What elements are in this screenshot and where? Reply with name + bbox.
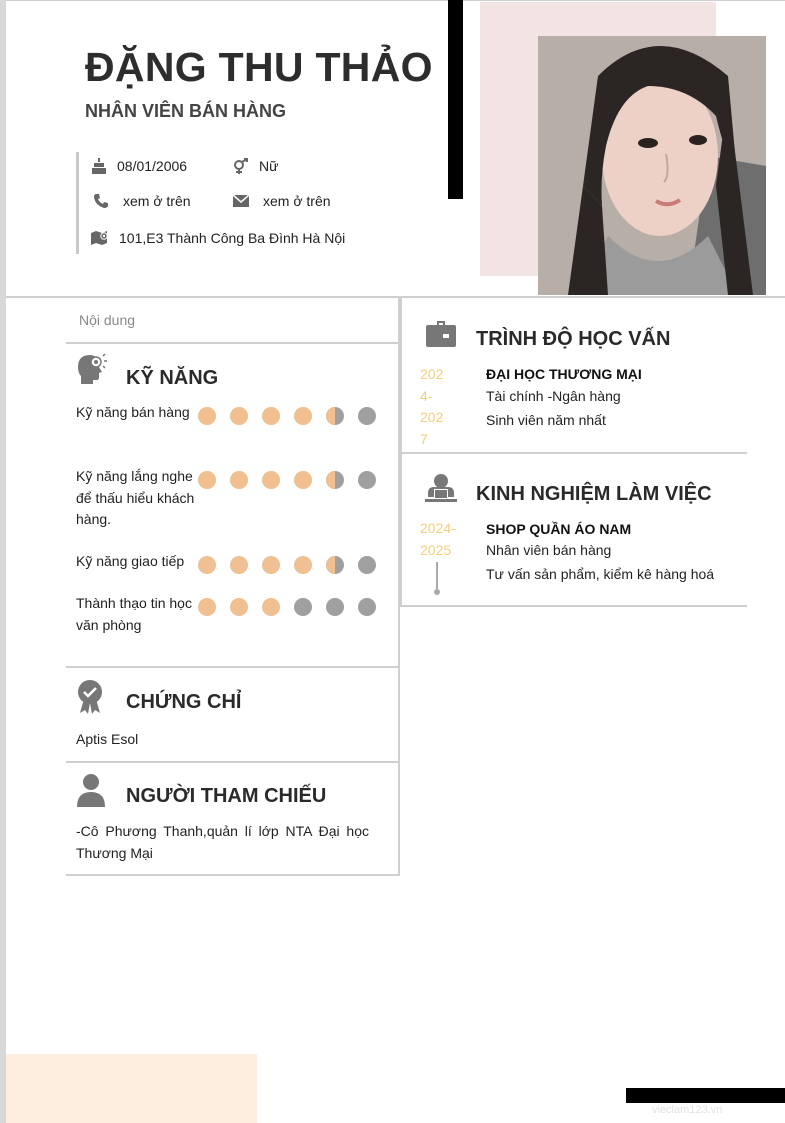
year-line: 2024- xyxy=(420,520,456,536)
education-year xyxy=(420,364,443,450)
skill-dot xyxy=(358,407,376,425)
skills-title: KỸ NĂNG xyxy=(126,367,219,389)
phone-value: xem ở trên xyxy=(123,193,191,209)
skill-rating xyxy=(197,470,377,490)
address-item xyxy=(91,230,345,246)
skill-dot xyxy=(262,556,280,574)
skill-dot xyxy=(198,556,216,574)
skill-dots xyxy=(197,597,377,617)
job-title: NHÂN VIÊN BÁN HÀNG xyxy=(85,101,287,121)
worker-laptop-icon xyxy=(425,473,457,508)
person-icon xyxy=(76,773,106,812)
skill-dot xyxy=(230,471,248,489)
skill-dot xyxy=(198,471,216,489)
birthday-value: 08/01/2006 xyxy=(117,158,188,174)
footer-black-bar xyxy=(626,1088,785,1103)
year-line: 202 xyxy=(420,409,444,425)
job-description: Tư vấn sản phẩm, kiểm kê hàng hoá xyxy=(486,566,715,582)
black-decor-bar xyxy=(448,0,463,199)
certificate-text: Aptis Esol xyxy=(76,731,139,747)
skill-rating xyxy=(197,406,377,426)
content-label: Nội dung xyxy=(79,312,136,328)
skill-dot xyxy=(230,598,248,616)
phone-item xyxy=(93,193,191,209)
skill-name: Kỹ năng bán hàng xyxy=(76,404,190,420)
skill-dot xyxy=(230,556,248,574)
skill-rating xyxy=(197,555,377,575)
email-item xyxy=(233,193,331,209)
year-line: 202 xyxy=(420,366,444,382)
skill-name: Kỹ năng giao tiếp xyxy=(76,553,185,569)
company-name: SHOP QUẦN ÁO NAM xyxy=(486,521,632,537)
skill-dots xyxy=(197,470,377,490)
phone-icon xyxy=(93,193,109,209)
school-name: ĐẠI HỌC THƯƠNG MẠI xyxy=(486,366,642,382)
reference-text: -Cô Phương Thanh,quản lí lớp NTA Đại học Thương Mại xyxy=(76,823,369,861)
skill-dot xyxy=(358,556,376,574)
skill-rating xyxy=(197,597,377,617)
skill-dot xyxy=(326,407,344,425)
major: Tài chính -Ngân hàng xyxy=(486,388,621,404)
skill-dot xyxy=(294,556,312,574)
certificates-bottom-divider xyxy=(66,761,400,763)
watermark: vieclam123.vn xyxy=(652,1104,723,1116)
certificates-title: CHỨNG CHỈ xyxy=(126,691,242,713)
map-icon xyxy=(91,230,109,246)
skill-name: Kỹ năng lắng nghe để thấu hiểu khách hàng. xyxy=(76,468,195,527)
skill-dot xyxy=(230,407,248,425)
page-edge-left xyxy=(0,0,6,1123)
timeline-dot xyxy=(434,589,440,595)
page-edge-top xyxy=(6,0,785,1)
portrait-photo-icon xyxy=(538,36,766,295)
brain-head-icon xyxy=(76,353,108,390)
timeline-line xyxy=(436,562,438,592)
address-value: 101,E3 Thành Công Ba Đình Hà Nội xyxy=(119,230,346,246)
contact-info xyxy=(76,152,376,254)
skills-bottom-divider xyxy=(66,666,400,668)
gender-value: Nữ xyxy=(259,158,279,174)
year-line: 4- xyxy=(420,387,433,404)
experience-title: KINH NGHIỆM LÀM VIỆC xyxy=(476,483,712,505)
skill-dot xyxy=(198,407,216,425)
profile-photo xyxy=(538,36,766,295)
header-divider xyxy=(6,296,785,298)
references-bottom-divider xyxy=(66,874,400,876)
skill-dots xyxy=(197,555,377,575)
experience-bottom-divider xyxy=(400,605,747,607)
skill-dot xyxy=(198,598,216,616)
skill-dots xyxy=(197,406,377,426)
gender-icon xyxy=(233,158,249,174)
skill-dot xyxy=(294,471,312,489)
birthday-item xyxy=(91,158,187,174)
skill-dot xyxy=(262,471,280,489)
skill-dot xyxy=(262,407,280,425)
year-line: 2025 xyxy=(420,541,452,558)
email-value: xem ở trên xyxy=(263,193,331,209)
education-title: TRÌNH ĐỘ HỌC VẤN xyxy=(476,328,671,350)
skill-dot xyxy=(294,407,312,425)
candidate-name: ĐẶNG THU THẢO xyxy=(85,44,433,90)
experience-year xyxy=(420,518,456,561)
skill-dot xyxy=(358,598,376,616)
skill-dot xyxy=(262,598,280,616)
skill-dot xyxy=(358,471,376,489)
skill-dot xyxy=(326,598,344,616)
education-bottom-divider xyxy=(400,452,747,454)
skill-dot xyxy=(294,598,312,616)
skill-name: Thành thạo tin học văn phòng xyxy=(76,595,192,633)
gender-item xyxy=(233,158,278,174)
skill-dot xyxy=(326,471,344,489)
envelope-icon xyxy=(233,195,249,207)
position: Nhân viên bán hàng xyxy=(486,542,612,558)
year-line: 7 xyxy=(420,430,428,447)
certificate-badge-icon xyxy=(76,679,104,720)
peach-decor-block xyxy=(6,1054,257,1123)
skills-top-divider xyxy=(66,342,400,344)
skill-dot xyxy=(326,556,344,574)
education-note: Sinh viên năm nhất xyxy=(486,412,606,428)
references-title: NGƯỜI THAM CHIẾU xyxy=(126,785,327,807)
briefcase-icon xyxy=(426,319,456,352)
birthday-cake-icon xyxy=(91,158,107,174)
